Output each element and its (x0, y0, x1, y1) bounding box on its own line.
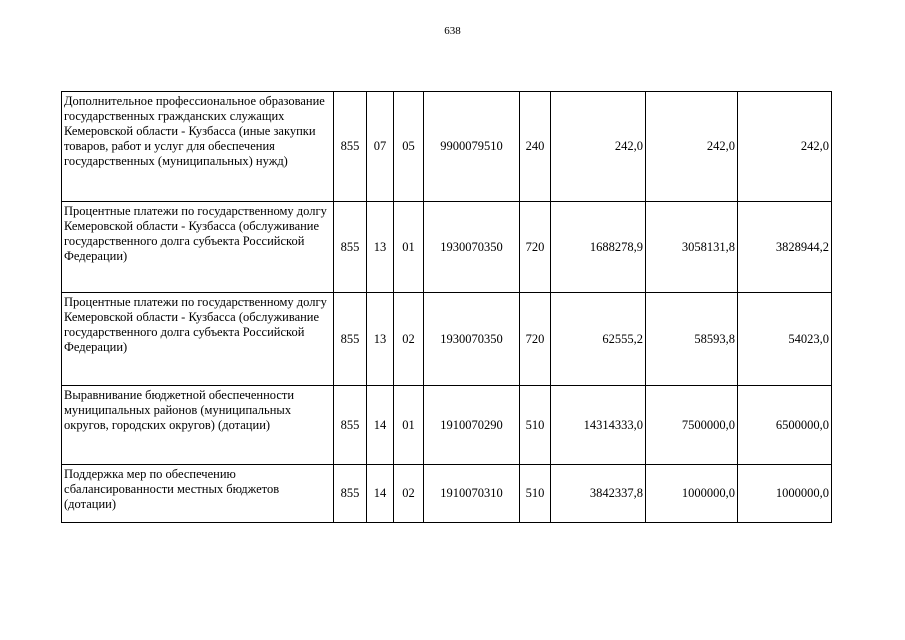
admin-code: 855 (334, 386, 367, 465)
subsection-code: 02 (394, 465, 424, 523)
table-row (62, 293, 832, 386)
amount-year-2: 242,0 (646, 92, 738, 202)
amount-year-3: 242,0 (738, 92, 832, 202)
amount-year-1: 62555,2 (551, 293, 646, 386)
amount-year-2: 58593,8 (646, 293, 738, 386)
expense-type: 510 (520, 386, 551, 465)
row-description: Дополнительное профессиональное образование государственных гражданских служащих Кемеровской области - Кузбасса (иные закупки товаров, работ и услуг для обеспечения государственных (муниципальных) нужд) (62, 92, 334, 202)
amount-year-3: 6500000,0 (738, 386, 832, 465)
page-number: 638 (444, 25, 461, 37)
amount-year-3: 3828944,2 (738, 202, 832, 293)
amount-year-1: 3842337,8 (551, 465, 646, 523)
row-description: Процентные платежи по государственному долгу Кемеровской области - Кузбасса (обслуживание государственного долга субъекта Российской Федерации) (62, 293, 334, 386)
row-description: Процентные платежи по государственному долгу Кемеровской области - Кузбасса (обслуживание государственного долга субъекта Российской Федерации) (62, 202, 334, 293)
row-description: Поддержка мер по обеспечению сбалансированности местных бюджетов (дотации) (62, 465, 334, 523)
expense-type: 510 (520, 465, 551, 523)
table-row (62, 92, 832, 202)
admin-code: 855 (334, 293, 367, 386)
budget-table (61, 91, 832, 523)
section-code: 13 (367, 202, 394, 293)
target-article: 9900079510 (424, 92, 520, 202)
amount-year-1: 14314333,0 (551, 386, 646, 465)
table-row (62, 202, 832, 293)
amount-year-2: 3058131,8 (646, 202, 738, 293)
admin-code: 855 (334, 465, 367, 523)
table-row (62, 386, 832, 465)
subsection-code: 01 (394, 202, 424, 293)
target-article: 1910070290 (424, 386, 520, 465)
target-article: 1930070350 (424, 202, 520, 293)
target-article: 1930070350 (424, 293, 520, 386)
amount-year-1: 242,0 (551, 92, 646, 202)
subsection-code: 02 (394, 293, 424, 386)
subsection-code: 05 (394, 92, 424, 202)
target-article: 1910070310 (424, 465, 520, 523)
amount-year-2: 1000000,0 (646, 465, 738, 523)
amount-year-1: 1688278,9 (551, 202, 646, 293)
expense-type: 720 (520, 202, 551, 293)
amount-year-3: 54023,0 (738, 293, 832, 386)
admin-code: 855 (334, 92, 367, 202)
subsection-code: 01 (394, 386, 424, 465)
section-code: 14 (367, 386, 394, 465)
section-code: 07 (367, 92, 394, 202)
table-row (62, 465, 832, 523)
section-code: 13 (367, 293, 394, 386)
expense-type: 240 (520, 92, 551, 202)
amount-year-3: 1000000,0 (738, 465, 832, 523)
row-description: Выравнивание бюджетной обеспеченности муниципальных районов (муниципальных округов, городских округов) (дотации) (62, 386, 334, 465)
expense-type: 720 (520, 293, 551, 386)
section-code: 14 (367, 465, 394, 523)
admin-code: 855 (334, 202, 367, 293)
amount-year-2: 7500000,0 (646, 386, 738, 465)
